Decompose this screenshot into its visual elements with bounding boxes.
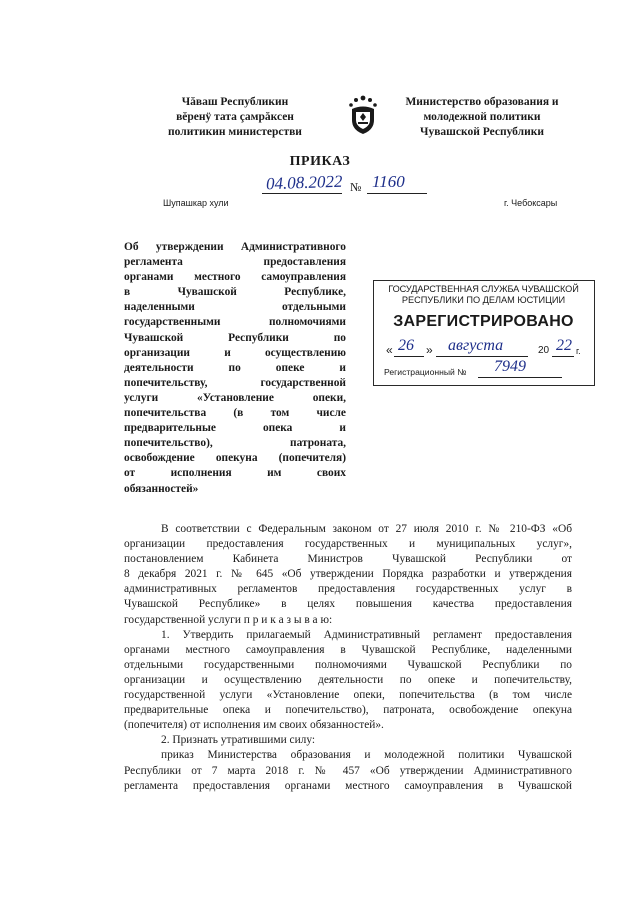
body-line: Республики от 7 марта 2018 г. № 457 «Об утверждении Административного <box>124 764 572 777</box>
body-line: государственной услуги «Установление опеки, попечительства (в том числе <box>124 689 572 702</box>
stamp-year-line <box>552 356 574 357</box>
order-number: 1160 <box>372 172 405 191</box>
stamp-year-prefix: 20 <box>538 345 550 356</box>
body-line: отдельными государственными полномочиями Чувашской Республики по <box>124 658 572 671</box>
header-right-line: Министерство образования и <box>405 96 559 108</box>
body-line: постановлением Кабинета Министров Чувашской Республики от <box>124 553 572 566</box>
header-left-line: Чăваш Республикин <box>181 96 289 108</box>
header-left-line: политикин министерстви <box>168 126 302 138</box>
stamp-month: августа <box>448 337 504 354</box>
body-line: (попечителя) от исполнения им своих обязанностей». <box>124 719 384 732</box>
header-left-block <box>150 95 320 140</box>
subject-line: услуги «Установление опеки, <box>124 391 346 404</box>
body-line: организации предоставления государственных и муниципальных услуг», <box>124 538 572 551</box>
stamp-quote-open: « <box>386 343 393 357</box>
stamp-year: 22 <box>556 337 572 354</box>
subject-line: от исполнения им своих <box>124 467 346 480</box>
header-left-line: вĕренÿ тата çамрăксен <box>176 111 294 123</box>
subject-line: регламента предоставления <box>124 256 346 269</box>
subject-line: организации и осуществлению <box>124 346 346 359</box>
body-line: регламента предоставления органами местного самоуправления в Чувашской <box>124 779 572 792</box>
number-line <box>367 193 427 194</box>
subject-line: попечительства (в том числе <box>124 407 346 420</box>
order-body <box>124 522 572 794</box>
subject-line: органами местного самоуправления <box>124 271 346 284</box>
subject-line: государственными полномочиями <box>124 316 346 329</box>
stamp-line2: РЕСПУБЛИКИ ПО ДЕЛАМ ЮСТИЦИИ <box>401 295 566 305</box>
body-line: государственной услуги п р и к а з ы в а ю: <box>124 613 333 626</box>
subject-line: наделенными отдельными <box>124 301 346 314</box>
subject-line: предварительные опека и <box>124 422 346 435</box>
order-subject <box>124 240 346 497</box>
header-right-line: молодежной политики <box>423 111 541 123</box>
subject-line: попечительству, государственной <box>124 376 346 389</box>
subject-line: освобождение опекуна (попечителя) <box>124 452 346 465</box>
body-line: предварительные опека и попечительство), патроната, освобождение опекуна <box>124 704 572 717</box>
order-date: 04.08.2022 <box>265 171 343 194</box>
document-title: ПРИКАЗ <box>289 154 351 169</box>
stamp-quote-close: » <box>426 343 433 357</box>
chuvashia-emblem-icon <box>343 92 383 136</box>
subject-line: в Чувашской Республике, <box>124 286 346 299</box>
subject-line: обязанностей» <box>124 482 199 495</box>
body-line: В соответствии с Федеральным законом от 27 июля 2010 г. № 210-ФЗ «Об <box>161 523 572 535</box>
order-number-label: № <box>350 180 362 194</box>
header-right-line: Чувашской Республики <box>420 126 544 138</box>
body-line: организации и осуществлению деятельности по опеке и попечительству, <box>124 673 572 686</box>
body-line: 1. Утвердить прилагаемый Административный регламент предоставления <box>161 628 572 641</box>
stamp-reg-line <box>478 377 562 378</box>
subject-line: Об утверждении Административного <box>124 241 346 253</box>
subject-line: Чувашской Республики по <box>124 331 346 344</box>
subject-line: деятельности по опеке и <box>124 361 346 374</box>
stamp-reg-number: 7949 <box>494 358 526 375</box>
stamp-day-line <box>394 356 424 357</box>
header-right-block <box>392 95 572 140</box>
stamp-line1: ГОСУДАРСТВЕННАЯ СЛУЖБА ЧУВАШСКОЙ <box>388 284 579 294</box>
body-line: Чувашской Республике» в целях повышения качества предоставления <box>124 598 572 611</box>
stamp-registered: ЗАРЕГИСТРИРОВАНО <box>393 313 574 330</box>
registration-stamp <box>373 280 595 386</box>
body-line: 2. Признать утратившими силу: <box>161 734 316 747</box>
body-line: органами местного самоуправления в Чувашской Республике, наделенными <box>124 643 572 656</box>
body-line: 8 декабря 2021 г. № 645 «Об утверждении Порядка разработки и утверждения <box>124 568 572 581</box>
subject-line: попечительство), патроната, <box>124 437 346 450</box>
stamp-day: 26 <box>398 337 414 354</box>
stamp-month-line <box>436 356 528 357</box>
stamp-year-suffix: г. <box>576 346 581 356</box>
place-left: Шупашкар хули <box>163 198 229 208</box>
body-line: приказ Министерства образования и молодежной политики Чувашской <box>161 749 572 762</box>
stamp-reg-label: Регистрационный № <box>384 367 467 377</box>
place-right: г. Чебоксары <box>504 198 558 208</box>
body-line: административных регламентов предоставления государственных услуг в <box>124 583 572 596</box>
